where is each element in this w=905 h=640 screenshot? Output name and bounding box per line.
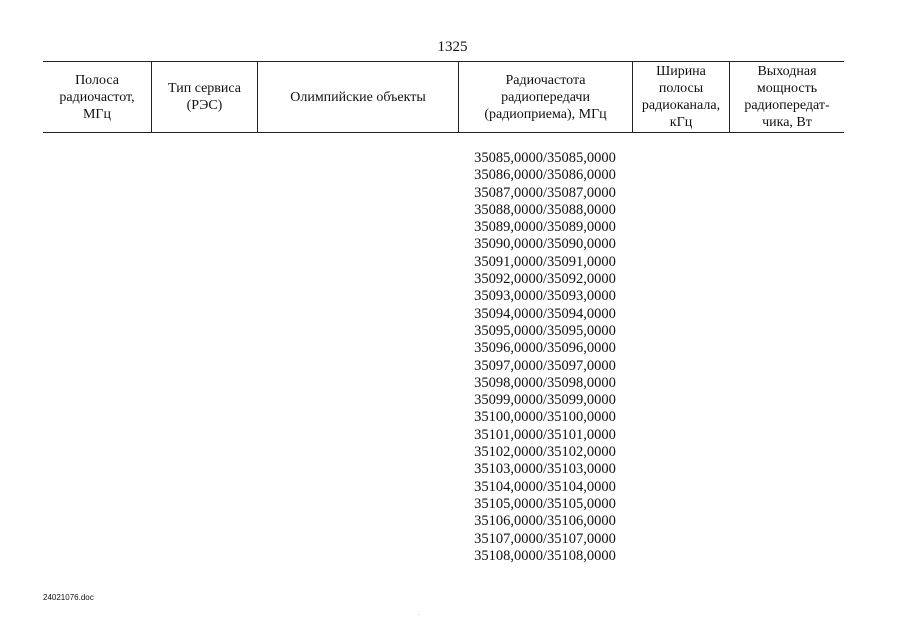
frequency-row: 35095,0000/35095,0000 — [474, 322, 616, 339]
frequency-row: 35091,0000/35091,0000 — [474, 253, 616, 270]
frequency-row: 35105,0000/35105,0000 — [474, 495, 616, 512]
frequency-row: 35094,0000/35094,0000 — [474, 305, 616, 322]
frequency-row: 35092,0000/35092,0000 — [474, 271, 616, 288]
frequency-row: 35093,0000/35093,0000 — [474, 288, 616, 305]
header-output-power — [729, 62, 844, 132]
frequency-row: 35100,0000/35100,0000 — [474, 409, 616, 426]
frequency-row: 35103,0000/35103,0000 — [474, 461, 616, 478]
header-radio-frequency — [458, 62, 632, 132]
frequency-row: 35098,0000/35098,0000 — [474, 374, 616, 391]
frequency-row: 35099,0000/35099,0000 — [474, 392, 616, 409]
frequency-row: 35108,0000/35108,0000 — [474, 547, 616, 564]
frequency-row: 35097,0000/35097,0000 — [474, 357, 616, 374]
frequency-row: 35102,0000/35102,0000 — [474, 444, 616, 461]
frequency-row: 35086,0000/35086,0000 — [474, 167, 616, 184]
header-radio-frequency-label: Радиочастота радиопередачи (радиоприема), МГц — [484, 72, 607, 122]
frequency-row: 35088,0000/35088,0000 — [474, 201, 616, 218]
frequency-row: 35107,0000/35107,0000 — [474, 530, 616, 547]
footer-document-name: 24021076.doc — [43, 593, 94, 602]
table-header — [43, 61, 844, 133]
frequency-row: 35087,0000/35087,0000 — [474, 184, 616, 201]
header-service-type — [151, 62, 257, 132]
header-frequency-band — [43, 62, 151, 132]
frequency-row: 35096,0000/35096,0000 — [474, 340, 616, 357]
header-olympic-objects — [257, 62, 458, 132]
footer-dot: . — [418, 611, 420, 617]
frequency-row: 35089,0000/35089,0000 — [474, 219, 616, 236]
header-output-power-label: Выходная мощность радиопередат- чика, Вт — [744, 64, 830, 130]
header-channel-bandwidth — [632, 62, 729, 132]
frequency-list — [458, 150, 632, 565]
frequency-row: 35090,0000/35090,0000 — [474, 236, 616, 253]
header-channel-bandwidth-label: Ширина полосы радиоканала, кГц — [641, 64, 721, 130]
header-service-type-label: Тип сервиса (РЭС) — [168, 81, 241, 113]
frequency-row: 35085,0000/35085,0000 — [474, 150, 616, 166]
frequency-row: 35106,0000/35106,0000 — [474, 513, 616, 530]
frequency-row: 35101,0000/35101,0000 — [474, 426, 616, 443]
header-olympic-objects-label: Олимпийские объекты — [290, 89, 426, 105]
header-frequency-band-label: Полоса радиочастот, МГц — [59, 72, 135, 122]
page-number: 1325 — [437, 39, 468, 55]
frequency-row: 35104,0000/35104,0000 — [474, 478, 616, 495]
